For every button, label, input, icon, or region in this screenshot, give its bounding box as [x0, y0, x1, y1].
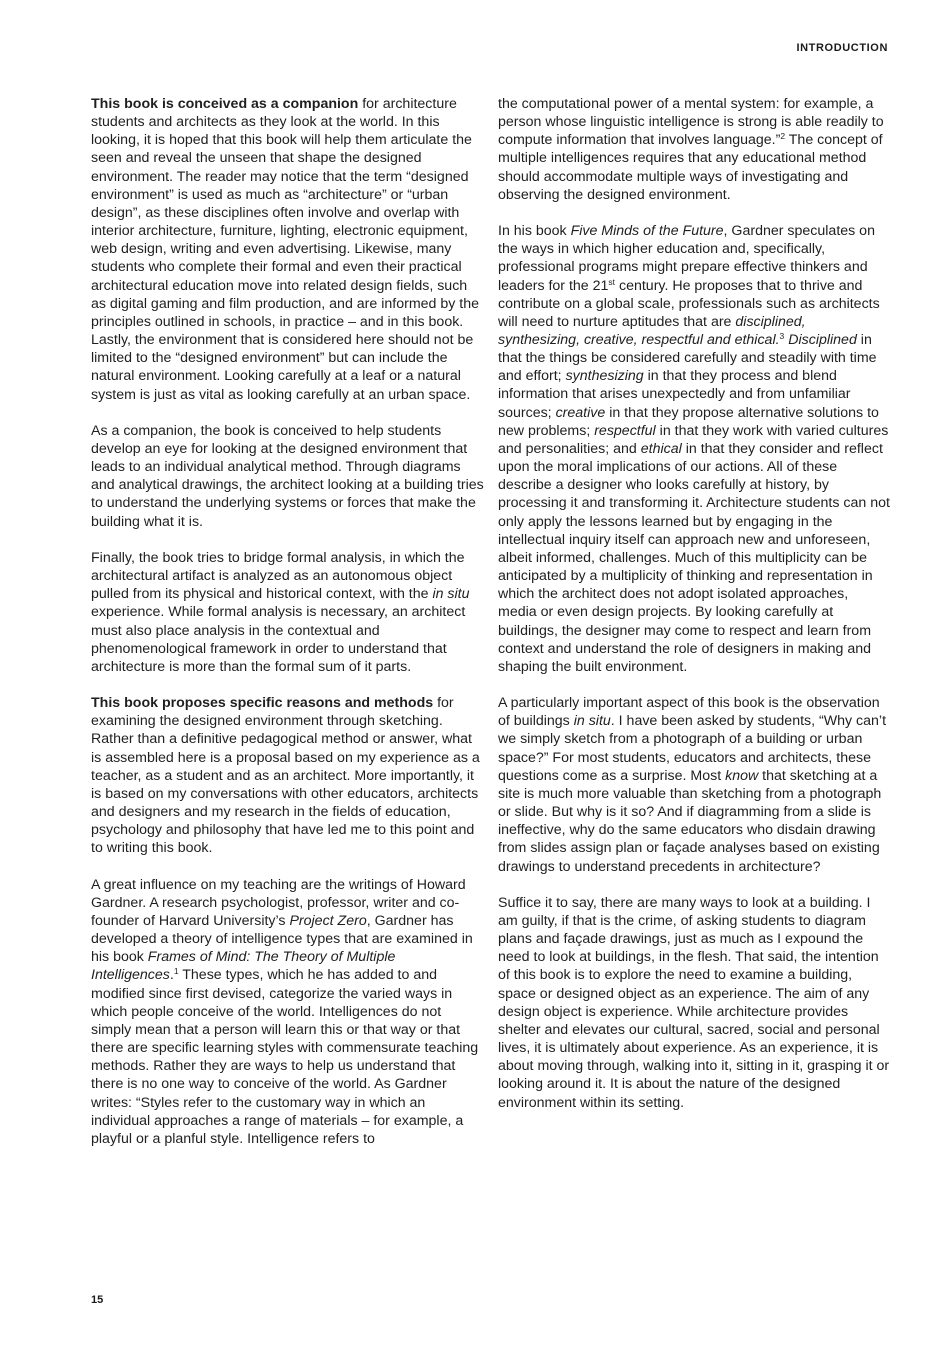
text-run: in that they consider and reflect upon the moral implications of our actions. All of these describe a designer who looks carefully at history, by processing it and transforming it. Architecture students can not only apply the lessons learned but by engaging in the intellectual inquiry itself can approach new and unforeseen, albeit informed, challenges. Much of this multiplicity can be anticipated by a multiplicity of thinking and representation in which the architect does not adopt isolated approaches, media or even design projects. By looking carefully at buildings, the designer may come to respect and learn from context and understand the role of designers in making and shaping the built environment.: [498, 440, 890, 675]
text-run: . I have been asked by students, “Why can’t we simply sketch from a photograph of a building or urban space?” For most students, educators and architects, these questions come as a surprise. Most: [498, 713, 887, 784]
page-number: 15: [91, 1294, 104, 1306]
italic-run: Frames of Mind: The Theory of Multiple Intelligences: [91, 949, 396, 984]
right-text-column: [498, 95, 890, 1112]
text-run: The concept of multiple intelligences requires that any educational method should accommodate multiple ways of investigating and observing the designed environment.: [498, 132, 883, 203]
footnote-marker: st: [608, 276, 616, 287]
bold-lead-in: This book proposes specific reasons and methods: [91, 695, 434, 712]
text-run: .: [169, 967, 174, 984]
text-run: for architecture students and architects as they look at the world. In this looking, it is hoped that this book will help them articulate the seen and reveal the unseen that shape the designed environment. The reader may notice that the term “designed environment” is used as much as “architecture” or “urban design”, as these disciplines often involve and overlap with interior architecture, furniture, lighting, electronic equipment, web design, writing and even advertising. Likewise, many students who complete their formal and even their practical architectural education move into related design fields, such as digital gaming and film production, and are informed by the principles outlined in schools, in practice – and in this book. Lastly, the environment that is considered here should not be limited to the “designed environment” but can include the natural environment. Looking carefully at a leaf or a natural system is just as vital as looking carefully at an urban space.: [91, 96, 480, 403]
text-run: In his book: [498, 223, 571, 240]
paragraph: [498, 894, 890, 1112]
text-run: in that they propose alternative solutions to new problems;: [498, 404, 879, 439]
text-run: , Gardner speculates on the ways in which higher education and, specifically, professional programs might prepare effective thinkers and leaders for the 21: [498, 223, 875, 294]
text-run: , Gardner has developed a theory of intelligence types that are examined in his book: [91, 912, 473, 966]
text-run: Suffice it to say, there are many ways to look at a building. I am guilty, if that is the crime, of asking students to diagram plans and façade drawings, just as much as I expound the need to look at buildings, in the flesh. That said, the intention of this book is to explore the need to examine a building, space or designed object as an experience. The aim of any design object is experience. While architecture provides shelter and elevates our cultural, sacred, social and personal lives, it is ultimately about experience. As an experience, it is about moving through, walking into it, sitting in it, grasping it or looking around it. It is about the nature of the designed environment within its setting.: [498, 894, 890, 1111]
italic-run: in situ: [432, 586, 470, 603]
left-text-column: [91, 95, 485, 1148]
italic-run: synthesizing: [565, 368, 644, 385]
paragraph: [91, 549, 485, 676]
text-run: in that the things be considered carefully and steadily with time and effort;: [498, 332, 877, 385]
italic-run: ethical: [640, 440, 682, 457]
text-run: for examining the designed environment through sketching. Rather than a definitive pedagogical method or answer, what is assembled here is a proposal based on my experience as a teacher, as a student and as an architect. More importantly, it is based on my conversations with other educators, architects and designers and my research in the fields of education, psychology and philosophy that have led me to this point and to writing this book.: [91, 695, 480, 857]
paragraph: [498, 222, 890, 676]
footnote-marker: 2: [780, 131, 786, 142]
text-run: These types, which he has added to and modified since first devised, categorize the varied ways in which people conceive of the world. Intelligences do not simply mean that a person will learn this or that way or that there are specific learning styles with commensurate teaching methods. Rather they are ways to help us understand that there is no one way to conceive of the world. As Gardner writes: “Styles refer to the customary way in which an individual approaches a range of materials – for example, a playful or a planful style. Intelligence refers to: [91, 967, 479, 1147]
text-run: As a companion, the book is conceived to help students develop an eye for looking at the designed environment that leads to an individual analytical method. Through diagrams and analytical drawings, the architect looking at a building tries to understand the underlying systems or forces that make the building what it is.: [91, 422, 484, 530]
text-run: experience. While formal analysis is necessary, an architect must also place analysis in the contextual and phenomenological framework in order to understand that architecture is more than the formal sum of it parts.: [91, 604, 466, 675]
paragraph: [498, 95, 890, 204]
footnote-marker: 3: [779, 331, 785, 342]
paragraph: [91, 694, 485, 857]
paragraph: [91, 876, 485, 1148]
text-run: that sketching at a site is much more valuable than sketching from a photograph or slide. But why is it so? And if diagramming from a slide is ineffective, why do the same educators who disdain drawing from slides assign plan or façade analyses based on existing drawings to understand precedents in architecture?: [498, 767, 882, 875]
text-run: in that they work with varied cultures and personalities; and: [498, 422, 889, 457]
text-run: century. He proposes that to thrive and contribute on a global scale, professionals such as architects will need to nurture aptitudes that are: [498, 277, 880, 330]
running-head: INTRODUCTION: [796, 42, 888, 54]
text-run: in that they process and blend information that arises unexpectedly and from unfamiliar sources;: [498, 368, 851, 421]
text-run: Finally, the book tries to bridge formal analysis, in which the architectural artifact is analyzed as an autonomous object pulled from its physical and historical context, with the: [91, 549, 465, 603]
paragraph: [498, 694, 890, 876]
text-run: the computational power of a mental system: for example, a person whose linguistic intelligence is strong is able readily to compute information that involves language.”: [498, 96, 884, 149]
text-run: A great influence on my teaching are the writings of Howard Gardner. A research psychologist, professor, writer and co-founder of Harvard University’s: [91, 876, 466, 929]
italic-run: in situ: [573, 713, 611, 730]
italic-run: creative: [555, 404, 606, 421]
italic-run: Disciplined: [788, 332, 857, 349]
footnote-marker: 1: [173, 966, 179, 977]
italic-run: know: [725, 767, 759, 784]
italic-run: Five Minds of the Future: [570, 223, 724, 240]
italic-run: respectful: [594, 422, 656, 439]
paragraph: [91, 422, 485, 531]
italic-run: Project Zero: [289, 912, 367, 929]
italic-run: disciplined, synthesizing, creative, respectful and ethical.: [498, 313, 806, 349]
paragraph: [91, 95, 485, 404]
bold-lead-in: This book is conceived as a companion: [91, 96, 359, 112]
text-run: A particularly important aspect of this book is the observation of buildings: [498, 695, 880, 730]
